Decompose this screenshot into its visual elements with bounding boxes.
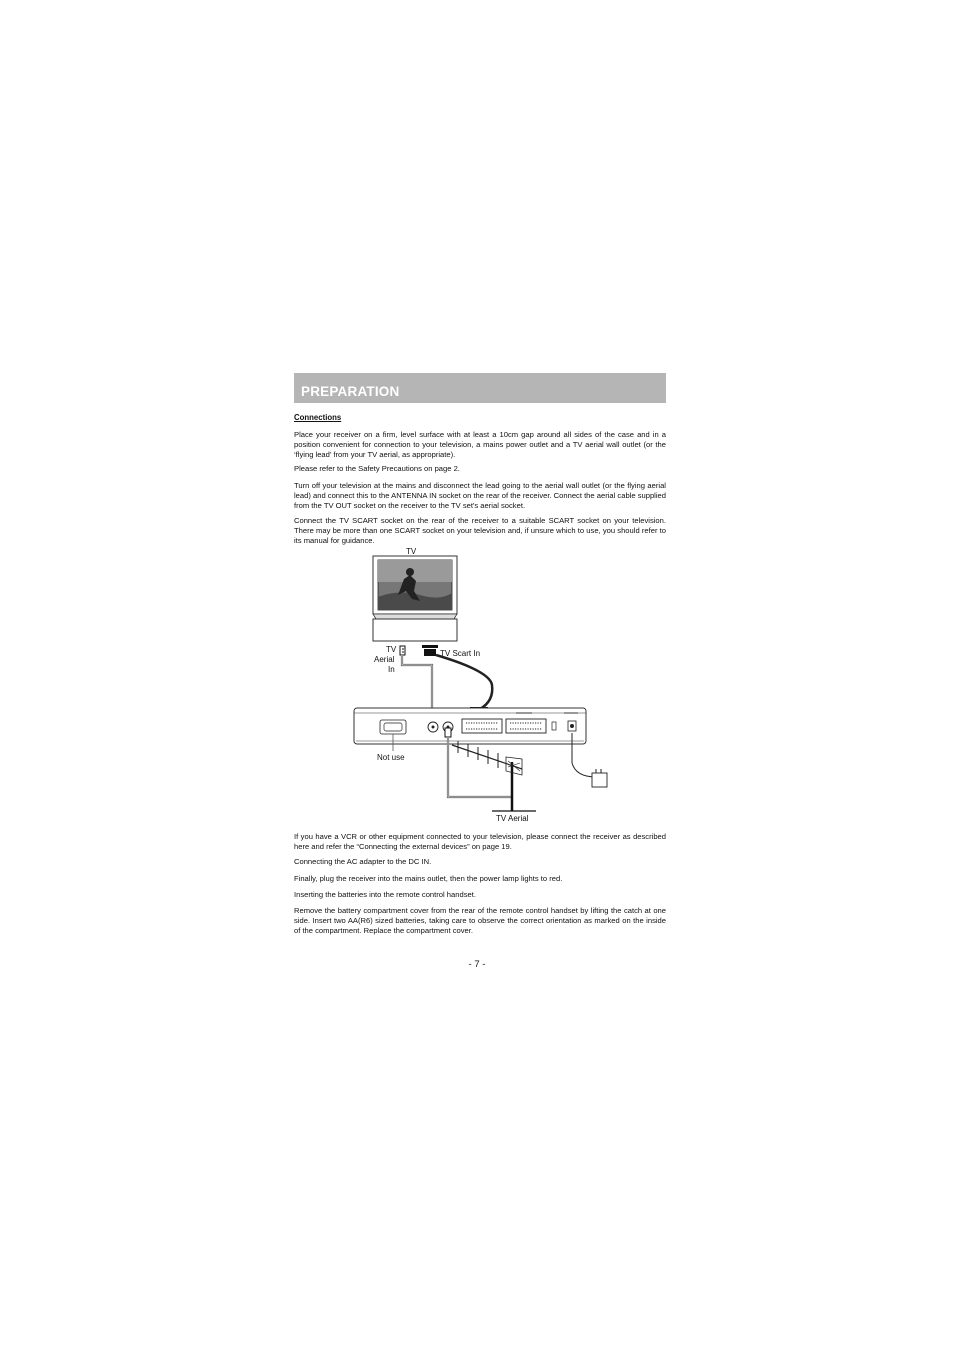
- page-number: - 7 -: [468, 959, 486, 970]
- tv-aerial-in-label-3: In: [388, 665, 395, 674]
- aerial-plug-icon: [400, 646, 405, 655]
- paragraph-aerial: Turn off your television at the mains and disconnect the lead going to the aerial wall outlet (or the flying aerial lead) and connect this to the ANTENNA IN socket on the rear of the receiver. Connect the aerial cable supplied from the TV OUT socket on the receiver to the TV set's aerial socket.: [294, 481, 666, 510]
- tv-aerial-in-label-1: TV: [386, 645, 397, 654]
- receiver-rear-panel: [354, 708, 586, 744]
- paragraph-ac-adapter: Connecting the AC adapter to the DC IN.: [294, 857, 432, 866]
- tv-illustration: [373, 556, 457, 641]
- paragraph-power-lamp: Finally, plug the receiver into the mains outlet, then the power lamp lights to red.: [294, 874, 563, 883]
- paragraph-scart: Connect the TV SCART socket on the rear of the receiver to a suitable SCART socket on your television. There may be more than one SCART socket on your television and, if unsure which to use, you should refer to its manual for guidance.: [294, 516, 666, 545]
- page-title: PREPARATION: [301, 384, 400, 399]
- scart-plug-icon: [422, 645, 438, 648]
- not-use-label: Not use: [377, 753, 405, 762]
- connections-heading: Connections: [294, 413, 342, 422]
- paragraph-placement: Place your receiver on a firm, level surface with at least a 10cm gap around all sides of the case and in a position convenient for connection to your television, a mains power outlet and a TV aerial wall outlet (or the ‘flying lead’ from your TV aerial, as appropriate).: [294, 430, 666, 459]
- tv-aerial-in-label-2: Aerial: [374, 655, 395, 664]
- tv-label: TV: [406, 547, 417, 556]
- paragraph-batteries: Remove the battery compartment cover from the rear of the remote control handset by lifting the catch at one side. Insert two AA(R6) sized batteries, taking care to observe the correct orientation as marked on the inside of the compartment. Replace the compartment cover.: [294, 906, 666, 935]
- ac-adapter-icon: [592, 769, 607, 787]
- paragraph-batteries-heading: Inserting the batteries into the remote control handset.: [294, 890, 476, 899]
- connection-diagram: [340, 545, 610, 825]
- tv-aerial-label: TV Aerial: [496, 814, 529, 823]
- tv-scart-in-label: TV Scart In: [440, 649, 481, 658]
- paragraph-safety-ref: Please refer to the Safety Precautions on page 2.: [294, 464, 460, 473]
- paragraph-vcr: If you have a VCR or other equipment connected to your television, please connect the receiver as described here and refer the “Connecting the external devices” on page 19.: [294, 832, 666, 851]
- section-header-bar: [294, 373, 666, 403]
- tv-aerial-icon: [452, 741, 536, 811]
